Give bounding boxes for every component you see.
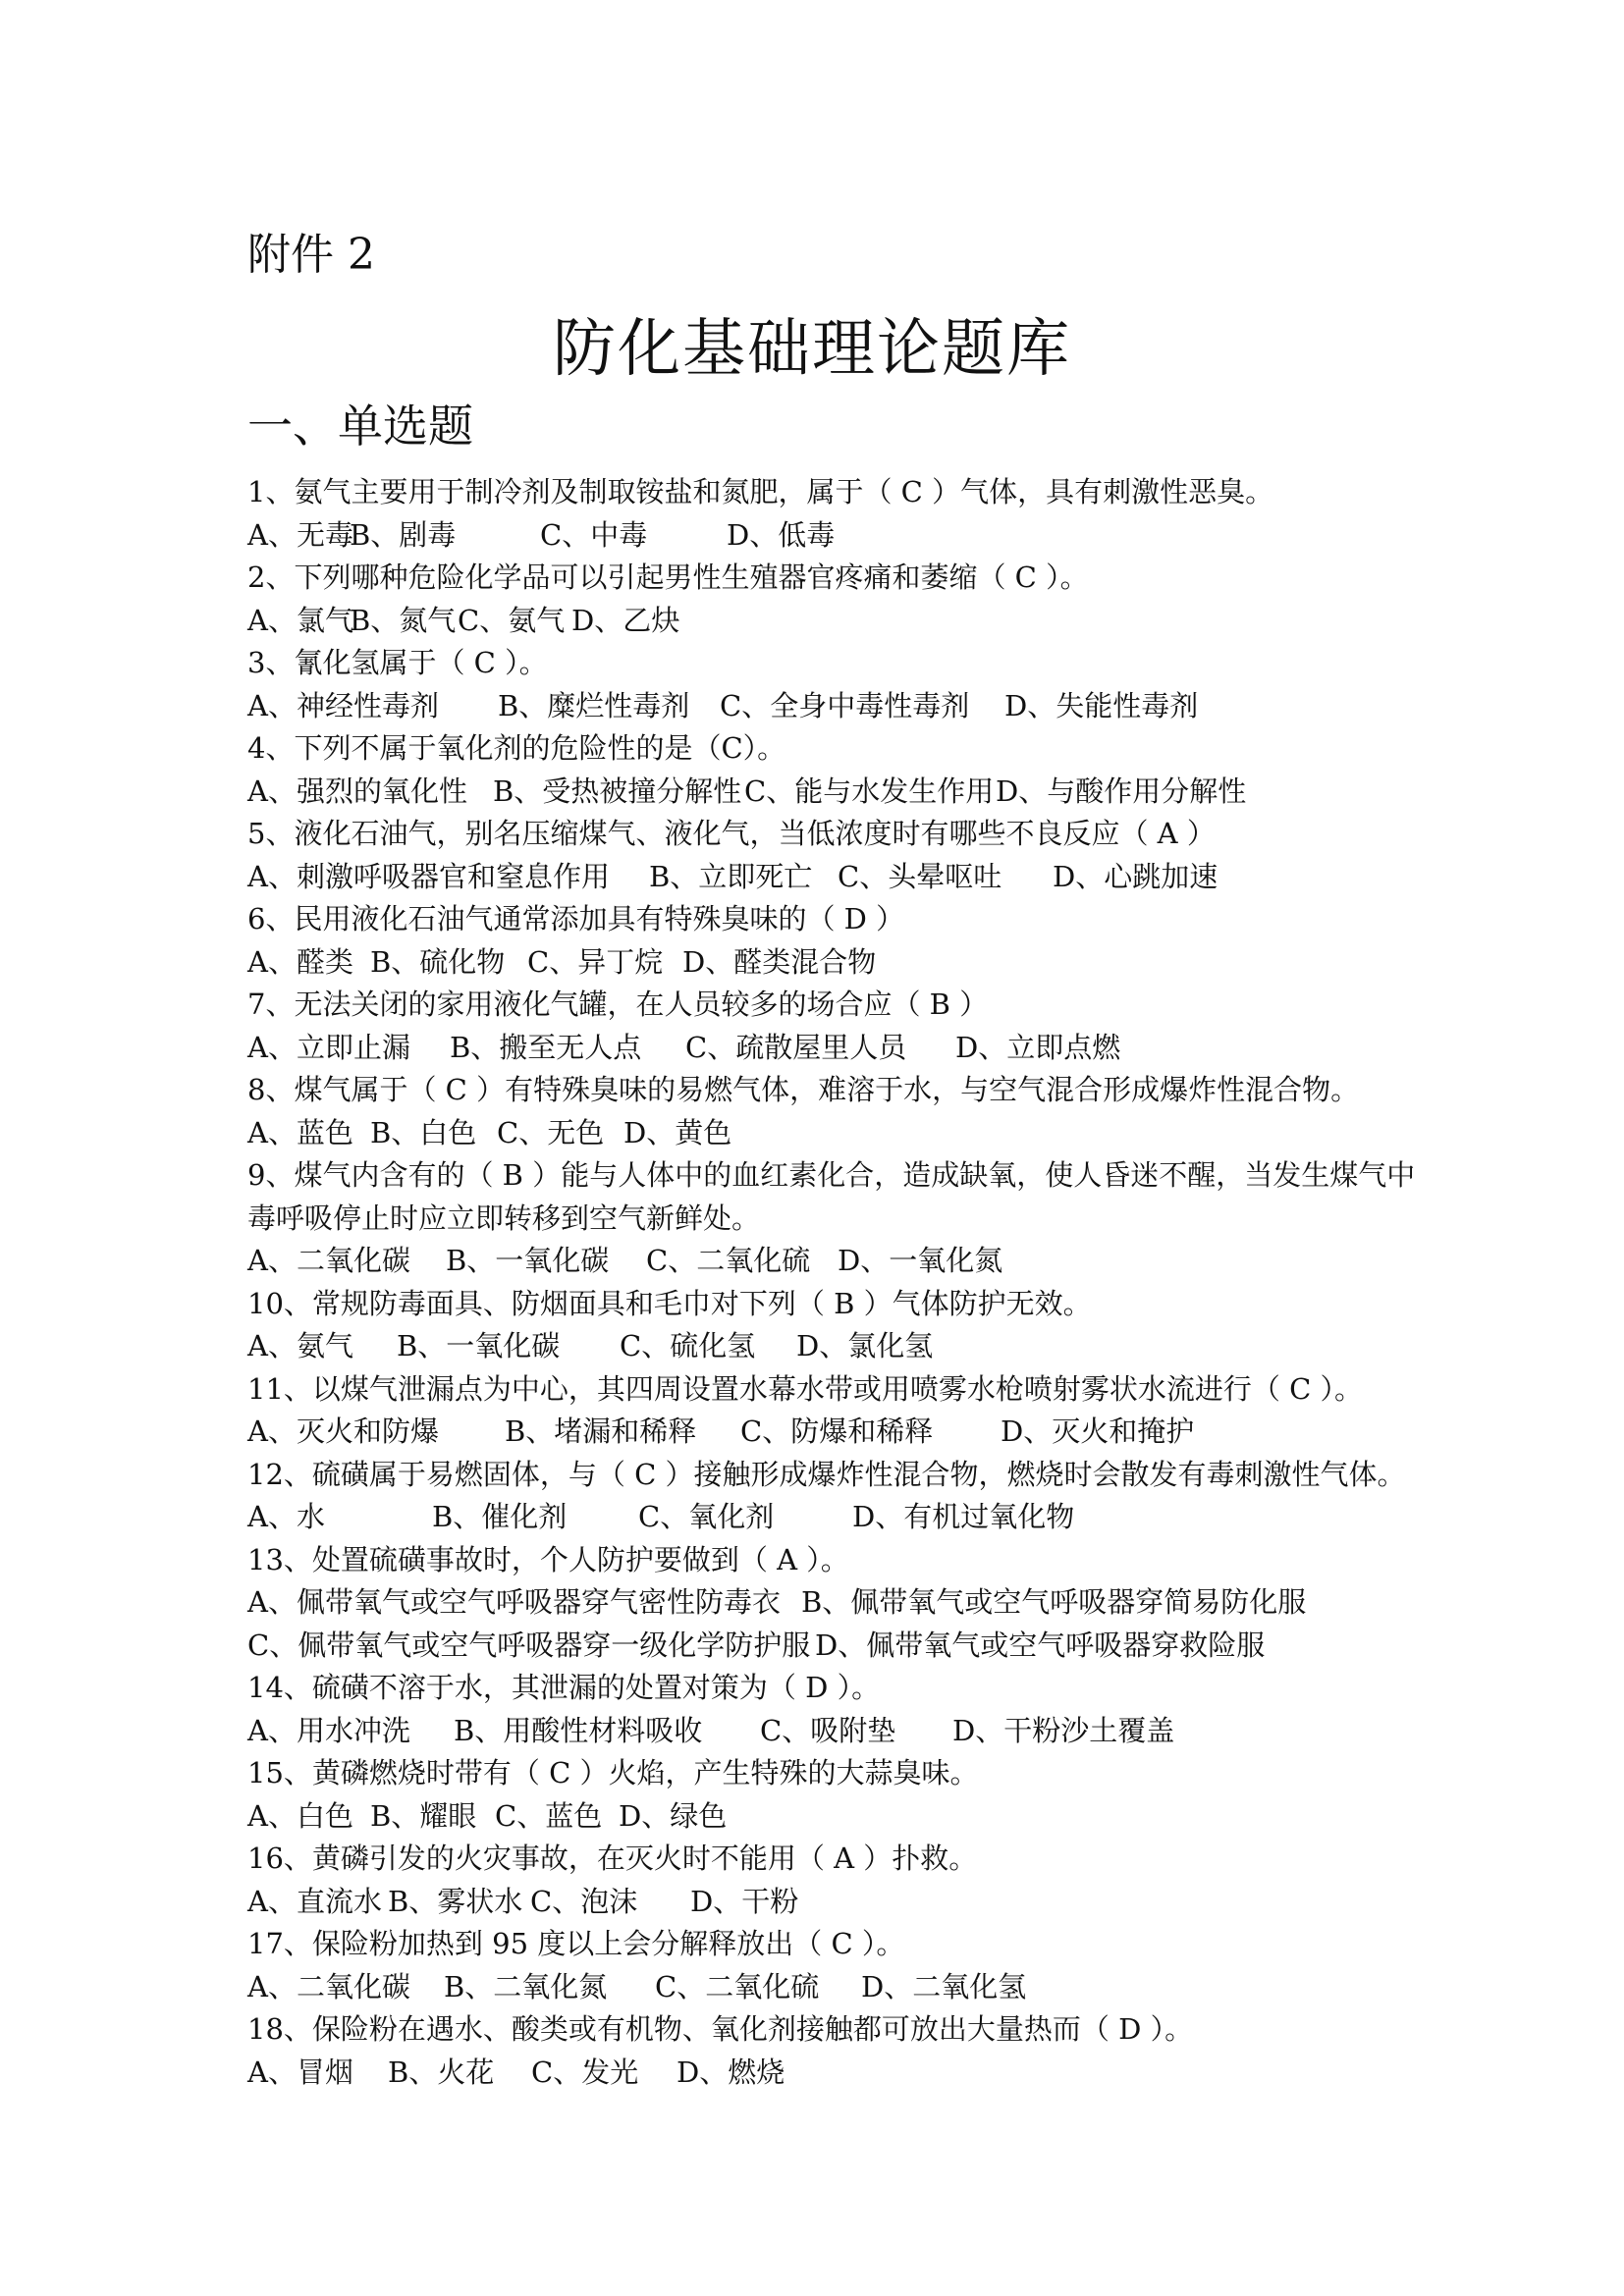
question-options [247,1710,1406,1753]
option: D、干粉沙土覆盖 [952,1713,1175,1747]
option: B、一氧化碳 [446,1244,610,1277]
question-text: 9、煤气内含有的（ B ）能与人体中的血红素化合，造成缺氧，使人昏迷不醒，当发生煤气中 [247,1158,1416,1192]
option: B、一氧化碳 [397,1329,561,1362]
option: B、催化剂 [432,1500,568,1533]
question-options [247,856,1406,899]
question-options [247,1581,1406,1625]
question-options [247,1625,1406,1668]
option: D、二氧化氢 [861,1969,1027,2003]
option: A、二氧化碳 [247,1969,410,2003]
question-text: 2、下列哪种危险化学品可以引起男性生殖器官疼痛和萎缩（ C ）。 [247,561,1089,594]
question-text: 11、以煤气泄漏点为中心，其四周设置水幕水带或用喷雾水枪喷射雾状水流进行（ C ）。 [247,1371,1364,1406]
option: A、醛类 [247,944,353,979]
question-text: 4、下列不属于氧化剂的危险性的是（C）。 [247,731,786,765]
option: D、低毒 [727,517,836,552]
option: D、心跳加速 [1053,859,1218,893]
option: D、黄色 [623,1115,732,1149]
option: B、剧毒 [350,517,457,552]
option: A、灭火和防爆 [247,1415,439,1448]
option: C、吸附垫 [760,1713,896,1747]
option: C、头晕呕吐 [838,859,1002,893]
section-heading: 一、单选题 [247,400,473,453]
question-text: 7、无法关闭的家用液化气罐，在人员较多的场合应（ B ） [247,988,989,1021]
option: B、搬至无人点 [450,1030,642,1064]
question-options [247,1240,1406,1283]
question-options [247,1966,1406,2009]
option: A、直流水 [247,1884,382,1918]
question-options [247,1411,1406,1454]
attachment-label: 附件 2 [247,230,375,280]
question-options [247,514,1406,558]
option: A、神经性毒剂 [247,688,439,722]
option: C、全身中毒性毒剂 [720,688,970,722]
option: C、异丁烷 [527,944,664,979]
question-options [247,1027,1406,1070]
question-options [247,1496,1406,1539]
option: A、佩带氧气或空气呼吸器穿气密性防毒衣 [247,1585,781,1619]
question-text: 5、液化石油气，别名压缩煤气、液化气，当低浓度时有哪些不良反应（ A ） [247,817,1216,850]
option: C、泡沫 [530,1884,638,1918]
question-text: 6、民用液化石油气通常添加具有特殊臭味的（ D ） [247,902,905,935]
question-text: 14、硫磺不溶于水，其泄漏的处置对策为（ D ）。 [247,1671,881,1704]
question-text: 15、黄磷燃烧时带有（ C ）火焰，产生特殊的大蒜臭味。 [247,1756,979,1789]
option: A、冒烟 [247,2055,353,2089]
option: C、能与水发生作用 [744,774,995,808]
option: A、刺激呼吸器官和窒息作用 [247,859,610,893]
option: D、有机过氧化物 [852,1500,1075,1533]
option: D、绿色 [619,1798,728,1833]
option: B、氮气 [350,603,457,637]
option: A、强烈的氧化性 [247,774,467,808]
question-list [247,471,1416,2094]
option: B、堵漏和稀释 [505,1415,697,1448]
option: B、二氧化氮 [444,1969,608,2003]
option: C、二氧化硫 [646,1244,811,1277]
option: D、佩带氧气或空气呼吸器穿救险服 [815,1628,1266,1662]
question-options [247,1881,1406,1924]
question-text: 3、氰化氢属于（ C ）。 [247,646,548,679]
option: D、与酸作用分解性 [996,774,1247,808]
question-options [247,1795,1406,1839]
question-text: 13、处置硫磺事故时，个人防护要做到（ A ）。 [247,1542,849,1576]
option: D、醛类混合物 [682,944,877,979]
option: D、立即点燃 [955,1030,1121,1064]
option: D、乙炔 [571,603,680,637]
option: C、硫化氢 [620,1329,756,1362]
option: D、燃烧 [677,2055,785,2089]
option: A、白色 [247,1798,353,1833]
option: A、氨气 [247,1329,353,1362]
option: B、硫化物 [370,944,506,979]
option: A、用水冲洗 [247,1713,410,1747]
option: D、失能性毒剂 [1004,688,1199,722]
question-options [247,600,1406,643]
question-text: 1、氨气主要用于制冷剂及制取铵盐和氮肥，属于（ C ）气体，具有刺激性恶臭。 [247,475,1274,508]
question-options [247,771,1406,814]
option: C、中毒 [540,517,648,552]
option: B、白色 [370,1115,477,1149]
question-options [247,1112,1406,1155]
question-text-continued: 毒呼吸停止时应立即转移到空气新鲜处。 [247,1201,761,1235]
question-options [247,1325,1406,1368]
option: B、火花 [388,2055,495,2089]
option: B、受热被撞分解性 [493,774,742,808]
option: C、发光 [531,2055,639,2089]
option: C、佩带氧气或空气呼吸器穿一级化学防护服 [247,1628,811,1662]
option: C、无色 [497,1115,605,1149]
option: A、水 [247,1500,325,1533]
option: C、疏散屋里人员 [685,1030,907,1064]
question-text: 17、保险粉加热到 95 度以上会分解释放出（ C ）。 [247,1927,905,1960]
question-text: 8、煤气属于（ C ）有特殊臭味的易燃气体，难溶于水，与空气混合形成爆炸性混合物。 [247,1073,1360,1106]
option: C、氧化剂 [638,1500,775,1533]
option: B、耀眼 [370,1798,477,1833]
option: C、蓝色 [495,1798,603,1833]
option: A、二氧化碳 [247,1244,410,1277]
option: B、糜烂性毒剂 [498,688,690,722]
question-text: 16、黄磷引发的火灾事故，在灭火时不能用（ A ）扑救。 [247,1842,978,1875]
option: D、一氧化氮 [838,1244,1003,1277]
option: C、氨气 [458,603,566,637]
question-text: 10、常规防毒面具、防烟面具和毛巾对下列（ B ）气体防护无效。 [247,1286,1092,1320]
option: C、防爆和稀释 [740,1415,934,1448]
question-options [247,685,1406,728]
option: B、立即死亡 [649,859,813,893]
option: B、佩带氧气或空气呼吸器穿简易防化服 [801,1585,1307,1619]
document-title: 防化基础理论题库 [553,313,1071,386]
option: C、二氧化硫 [655,1969,820,2003]
question-options [247,941,1406,985]
option: A、无毒 [247,517,353,552]
option: B、雾状水 [388,1884,523,1918]
question-text: 18、保险粉在遇水、酸类或有机物、氧化剂接触都可放出大量热而（ D ）。 [247,2012,1194,2046]
option: A、氯气 [247,603,353,637]
option: A、立即止漏 [247,1030,410,1064]
question-text: 12、硫磺属于易燃固体，与（ C ）接触形成爆炸性混合物，燃烧时会散发有毒刺激性气体。 [247,1457,1406,1491]
question-options [247,2052,1406,2095]
option: B、用酸性材料吸收 [454,1713,703,1747]
option: D、灭火和掩护 [1001,1415,1195,1448]
option: D、氯化氢 [796,1329,934,1362]
option: D、干粉 [690,1884,799,1918]
option: A、蓝色 [247,1115,353,1149]
